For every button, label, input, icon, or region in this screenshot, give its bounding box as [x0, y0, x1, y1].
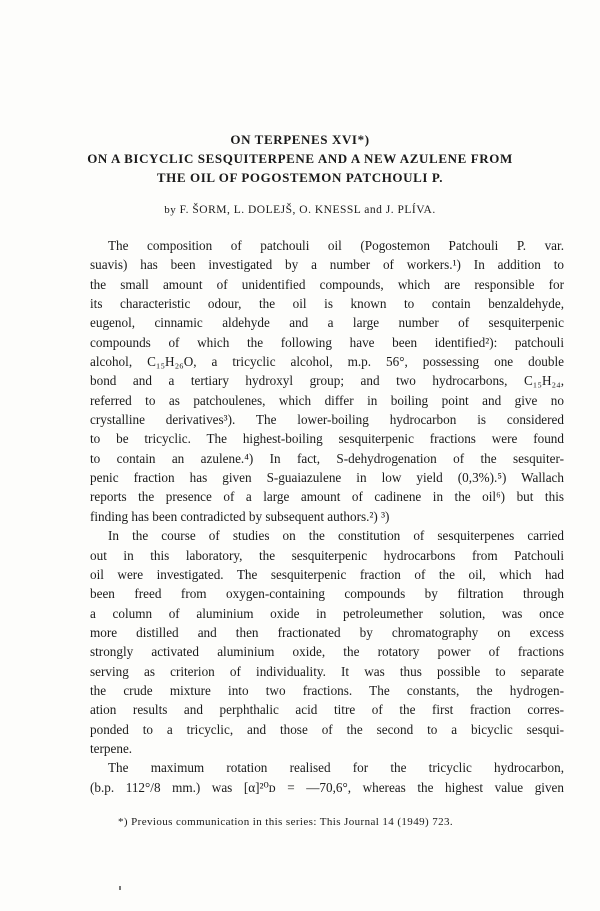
body-line: a column of aluminium oxide in petroleumether solution, was once [90, 605, 564, 621]
body-line: strongly activated aluminium oxide, the rotatory power of fractions [90, 644, 564, 660]
body-line: to contain an azulene.⁴) In fact, S-dehydrogenation of the sesquiter- [90, 450, 564, 466]
footnote: *) Previous communication in this series: This Journal 14 (1949) 723. [118, 816, 454, 828]
body-line: eugenol, cinnamic aldehyde and a large number of sesquiterpenic [90, 315, 564, 331]
body-line: compounds of which the following have been identified²): patchouli [90, 334, 564, 350]
body-line: ation results and perphthalic acid titre of the first fraction corres- [90, 702, 564, 718]
scan-speck [119, 886, 121, 890]
article-title-line-2: ON A BICYCLIC SESQUITERPENE AND A NEW AZULENE FROM [87, 151, 513, 166]
body-line: been freed from oxygen-containing compounds by filtration through [90, 586, 564, 602]
paragraph-1 [90, 236, 564, 526]
author-by: by [164, 204, 177, 216]
body-line: serving as criterion of individuality. It was thus possible to separate [90, 663, 564, 679]
author-line [40, 204, 560, 216]
body-line: The composition of patchouli oil (Pogostemon Patchouli P. var. [108, 238, 564, 253]
body-line: its characteristic odour, the oil is known to contain benzaldehyde, [90, 296, 564, 312]
body-line: the crude mixture into two fractions. The constants, the hydrogen- [90, 682, 564, 698]
body-line: suavis) has been investigated by a number of workers.¹) In addition to [90, 257, 564, 273]
body-line: ponded to a tricyclic, and those of the second to a bicyclic sesqui- [90, 721, 564, 737]
body-line: terpene. [90, 740, 133, 756]
article-title-line-3: THE OIL OF POGOSTEMON PATCHOULI P. [156, 170, 444, 185]
body-line: bond and a tertiary hydroxyl group; and two hydrocarbons, C₁₅H₂₄, [90, 373, 564, 389]
body-line: crystalline derivatives³). The lower-boiling hydrocarbon is considered [90, 412, 564, 428]
body-line: reports the presence of a large amount of cadinene in the oil⁶) but this [90, 489, 564, 505]
body-line: alcohol, C₁₅H₂₆O, a tricyclic alcohol, m.p. 56°, possessing one double [90, 354, 564, 370]
body-line: to be tricyclic. The highest-boiling sesquiterpenic fractions were found [90, 431, 564, 447]
body-line: oil were investigated. The sesquiterpenic fraction of the oil, which had [90, 566, 564, 582]
body-line: referred to as patchoulenes, which differ in boiling point and give no [90, 392, 564, 408]
body-line: out in this laboratory, the sesquiterpenic hydrocarbons from Patchouli [90, 547, 564, 563]
article-title-line-1: ON TERPENES XVI*) [230, 132, 370, 147]
paragraph-3 [90, 758, 564, 797]
article-body [90, 236, 564, 797]
body-line: The maximum rotation realised for the tricyclic hydrocarbon, [108, 760, 564, 776]
body-line: (b.p. 112°/8 mm.) was [α]²⁰ᴅ = —70,6°, whereas the highest value given [90, 779, 564, 795]
body-line: finding has been contradicted by subsequent authors.²) ³) [90, 508, 390, 524]
author-names: F. ŠORM, L. DOLEJŠ, O. KNESSL and J. PLÍVA. [179, 204, 436, 216]
body-line: penic fraction has given S-guaiazulene in low yield (0,3%).⁵) Wallach [90, 470, 564, 486]
body-line: more distilled and then fractionated by chromatography on excess [90, 624, 564, 640]
paragraph-2 [90, 526, 564, 758]
body-line: the small amount of unidentified compounds, which are responsible for [90, 276, 564, 292]
body-line: In the course of studies on the constitution of sesquiterpenes carried [108, 528, 564, 544]
